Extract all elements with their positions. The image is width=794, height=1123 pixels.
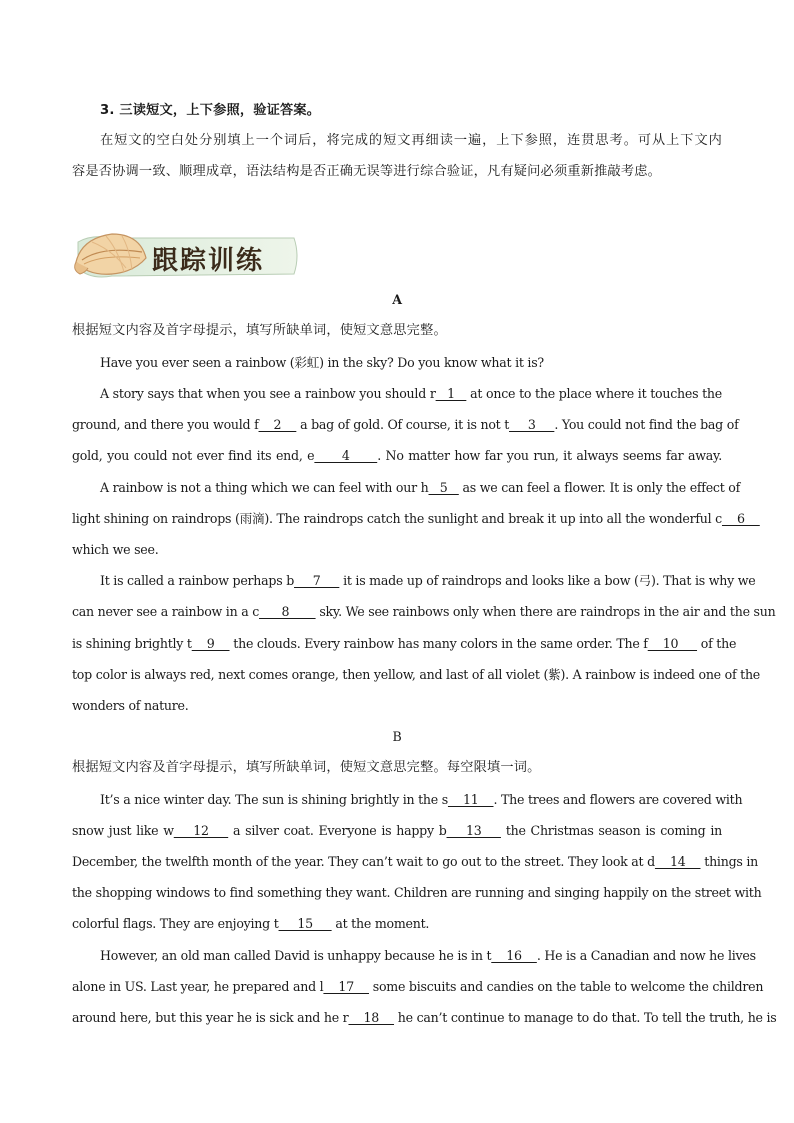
blank-9[interactable]: 9: [191, 636, 230, 651]
passage-line: It’s a nice winter day. The sun is shining brightly in the s 11 . The trees and flowers are covered with: [100, 792, 743, 807]
passage-line: around here, but this year he is sick and he r 18 he can’t continue to manage to do that. To tell the truth, he is: [72, 1010, 777, 1025]
passage-line: December, the twelfth month of the year. They can’t wait to go out to the street. They look at d 14 things in: [72, 854, 758, 869]
passage-line: A story says that when you see a rainbow you should r 1 at once to the place where it touches the: [100, 386, 722, 401]
passage-line: light shining on raindrops (雨滴). The raindrops catch the sunlight and break it up into all the wonderful c 6: [72, 511, 760, 526]
banner-title: 跟踪训练: [152, 246, 265, 276]
passage-line: It is called a rainbow perhaps b 7 it is made up of raindrops and looks like a bow (弓). That is why we: [100, 573, 756, 588]
blank-15[interactable]: 15: [278, 916, 332, 931]
passage-line: gold, you could not ever find its end, e 4 . No matter how far you run, it always seems far away.: [72, 448, 722, 463]
part-b-label: B: [392, 729, 402, 744]
passage-line: which we see.: [72, 542, 159, 557]
blank-10[interactable]: 10: [647, 636, 698, 651]
passage-line: top color is always red, next comes orange, then yellow, and last of all violet (紫). A rainbow is indeed one of the: [72, 667, 761, 682]
passage-line: colorful flags. They are enjoying t 15 at the moment.: [72, 916, 430, 931]
part-b-instruction: 根据短文内容及首字母提示，填写所缺单词，使短文意思完整。每空限填一词。: [72, 760, 541, 775]
blank-3[interactable]: 3: [509, 417, 555, 432]
passage-line: is shining brightly t 9 the clouds. Every rainbow has many colors in the same order. The f 10 of the: [72, 636, 737, 651]
passage-line: wonders of nature.: [72, 698, 189, 713]
blank-6[interactable]: 6: [721, 511, 760, 526]
blank-12[interactable]: 12: [173, 823, 229, 838]
blank-2[interactable]: 2: [258, 417, 297, 432]
part-a-instruction: 根据短文内容及首字母提示，填写所缺单词，使短文意思完整。: [72, 323, 447, 338]
blank-11[interactable]: 11: [447, 792, 494, 807]
part-a-label: A: [392, 292, 402, 307]
section-banner: [72, 228, 302, 286]
passage-line: However, an old man called David is unhappy because he is in t 16 . He is a Canadian and now he lives: [100, 948, 756, 963]
blank-14[interactable]: 14: [654, 854, 701, 869]
passage-line: the shopping windows to find something they want. Children are running and singing happily on the street with: [72, 885, 762, 900]
blank-5[interactable]: 5: [428, 480, 459, 495]
section-text-line: 在短文的空白处分别填上一个词后，将完成的短文再细读一遍，上下参照，连贯思考。可从上下文内: [100, 133, 722, 148]
section-heading: 3. 三读短文，上下参照，验证答案。: [100, 103, 321, 118]
blank-8[interactable]: 8: [259, 604, 316, 619]
passage-line: alone in US. Last year, he prepared and l 17 some biscuits and candies on the table to welcome the children: [72, 979, 764, 994]
passage-line: Have you ever seen a rainbow (彩虹) in the sky? Do you know what it is?: [100, 355, 544, 370]
section-text-line: 容是否协调一致、顺理成章，语法结构是否正确无误等进行综合验证，凡有疑问必须重新推敲考虑。: [72, 164, 662, 179]
blank-18[interactable]: 18: [348, 1010, 395, 1025]
blank-13[interactable]: 13: [446, 823, 501, 838]
blank-1[interactable]: 1: [435, 386, 467, 401]
blank-17[interactable]: 17: [323, 979, 369, 994]
blank-4[interactable]: 4: [314, 448, 378, 463]
passage-line: snow just like w 12 a silver coat. Everyone is happy b 13 the Christmas season is coming in: [72, 823, 722, 838]
seashell-icon: [72, 228, 150, 286]
passage-line: A rainbow is not a thing which we can feel with our h 5 as we can feel a flower. It is only the effect of: [100, 480, 741, 495]
blank-7[interactable]: 7: [294, 573, 340, 588]
passage-line: ground, and there you would f 2 a bag of gold. Of course, it is not t 3 . You could not find the bag of: [72, 417, 739, 432]
blank-16[interactable]: 16: [491, 948, 537, 963]
passage-line: can never see a rainbow in a c 8 sky. We see rainbows only when there are raindrops in the air and the sun: [72, 604, 776, 619]
